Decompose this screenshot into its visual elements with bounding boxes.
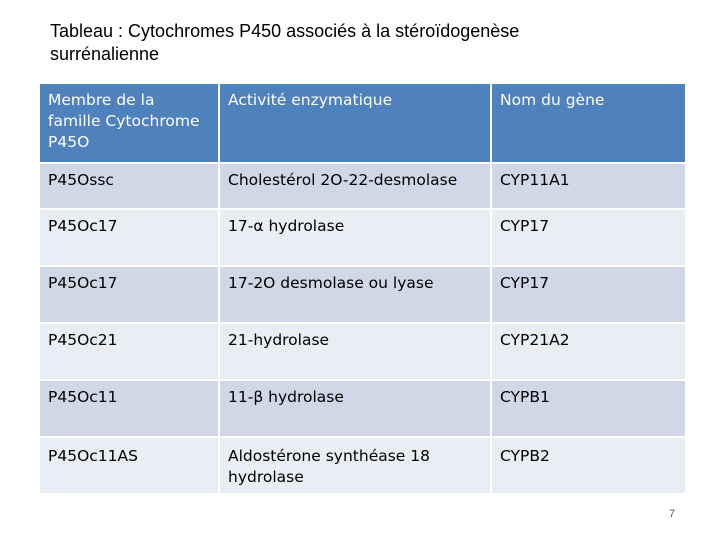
- cell-member: P45Oc17: [39, 266, 219, 323]
- table-row: [39, 266, 686, 323]
- cell-member: P45Oc11: [39, 380, 219, 437]
- cell-member: P45Oc17: [39, 209, 219, 266]
- cell-activity: 17-α hydrolase: [219, 209, 491, 266]
- cell-activity: 21-hydrolase: [219, 323, 491, 380]
- table-row: [39, 380, 686, 437]
- title-line-2: surrénalienne: [50, 44, 160, 64]
- header-gene-name: Nom du gène: [491, 83, 686, 163]
- cell-gene: CYP17: [491, 266, 686, 323]
- cell-activity: 11-β hydrolase: [219, 380, 491, 437]
- table-header-row: [39, 83, 686, 163]
- cell-activity: Aldostérone synthéase 18 hydrolase: [219, 437, 491, 494]
- cell-member: P45Ossc: [39, 163, 219, 209]
- cell-gene: CYP11A1: [491, 163, 686, 209]
- cell-gene: CYPB1: [491, 380, 686, 437]
- cell-activity: Cholestérol 2O-22-desmolase: [219, 163, 491, 209]
- table-row: [39, 323, 686, 380]
- cell-gene: CYP17: [491, 209, 686, 266]
- page-number: 7: [669, 508, 676, 520]
- header-family-member: Membre de la famille Cytochrome P45O: [39, 83, 219, 163]
- cell-activity: 17-2O desmolase ou lyase: [219, 266, 491, 323]
- title-line-1: Tableau : Cytochromes P450 associés à la stéroïdogenèse: [50, 21, 520, 41]
- table-row: [39, 437, 686, 494]
- cell-gene: CYP21A2: [491, 323, 686, 380]
- cell-member: P45Oc11AS: [39, 437, 219, 494]
- slide-title: [50, 20, 690, 66]
- table-row: [39, 209, 686, 266]
- cytochrome-table: [38, 82, 687, 495]
- cell-member: P45Oc21: [39, 323, 219, 380]
- cell-gene: CYPB2: [491, 437, 686, 494]
- table-row: [39, 163, 686, 209]
- header-enzymatic-activity: Activité enzymatique: [219, 83, 491, 163]
